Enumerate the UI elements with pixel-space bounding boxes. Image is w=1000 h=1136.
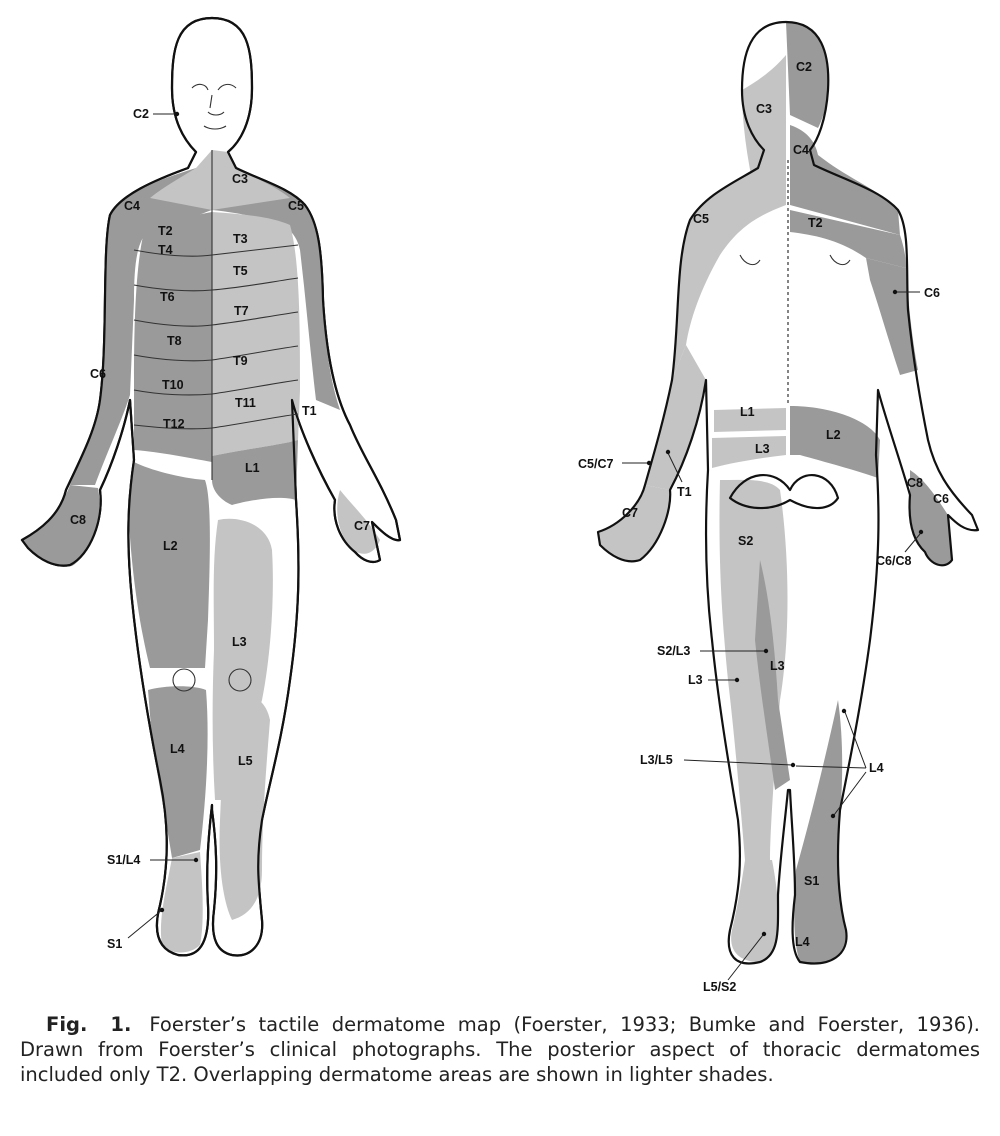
figure-label: Fig. 1.	[46, 1013, 132, 1036]
post-label-t2: T2	[808, 216, 823, 230]
post-label-c5c7: C5/C7	[578, 457, 614, 471]
post-dot-l5s2	[762, 932, 766, 936]
post-label-c7: C7	[622, 506, 638, 520]
post-dot-s2l3	[764, 649, 768, 653]
ant-label-t6: T6	[160, 290, 175, 304]
caption-text: Foerster’s tactile dermatome map (Foerster, 1933; Bumke and Foerster, 1936). Drawn from Foerster’s clinical photographs. The posterior aspect of thoracic dermatomes included only T2. Overlapping dermatome areas are shown in lighter shades.	[20, 1013, 980, 1086]
ant-label-c5: C5	[288, 199, 304, 213]
post-label-c2: C2	[796, 60, 812, 74]
post-label-s1: S1	[804, 874, 820, 888]
ant-dot-c2	[175, 112, 179, 116]
post-label-s2l3: S2/L3	[657, 644, 691, 658]
post-label-c4: C4	[793, 143, 809, 157]
post-label-c3: C3	[756, 102, 772, 116]
ant-dot-s1	[160, 908, 164, 912]
ant-label-c2: C2	[133, 107, 149, 121]
ant-label-l2: L2	[163, 539, 178, 553]
post-label-c6c8: C6/C8	[876, 554, 912, 568]
post-dot-l3	[735, 678, 739, 682]
anterior-face	[192, 84, 236, 129]
ant-label-t7: T7	[234, 304, 249, 318]
ant-dot-s1l4	[194, 858, 198, 862]
ant-label-t12: T12	[163, 417, 185, 431]
ant-label-t4: T4	[158, 243, 173, 257]
post-label-l3-strip: L3	[770, 659, 785, 673]
ant-label-l1: L1	[245, 461, 260, 475]
post-label-l4: L4	[869, 761, 884, 775]
ant-label-c4: C4	[124, 199, 140, 213]
posterior-body	[578, 22, 978, 994]
ant-label-s1l4: S1/L4	[107, 853, 141, 867]
ant-label-l3: L3	[232, 635, 247, 649]
figure-caption	[20, 1012, 980, 1087]
anterior-l4-region	[148, 686, 208, 858]
ant-label-t1: T1	[302, 404, 317, 418]
post-dot-t1	[666, 450, 670, 454]
ant-label-t11: T11	[235, 396, 256, 410]
post-label-l3l5: L3/L5	[640, 753, 673, 767]
post-label-c8: C8	[907, 476, 923, 490]
post-label-c5: C5	[693, 212, 709, 226]
post-label-c6-hand: C6	[933, 492, 949, 506]
ant-label-c3: C3	[232, 172, 248, 186]
post-dot-c6	[893, 290, 897, 294]
post-dot-l3l5	[791, 763, 795, 767]
ant-label-t8: T8	[167, 334, 182, 348]
ant-label-t3: T3	[233, 232, 248, 246]
ant-label-c6: C6	[90, 367, 106, 381]
posterior-c7-hand	[598, 485, 670, 561]
anterior-trunk-right	[212, 212, 300, 456]
post-label-t1: T1	[677, 485, 692, 499]
ant-label-c8: C8	[70, 513, 86, 527]
ant-label-t5: T5	[233, 264, 248, 278]
post-label-l3-left: L3	[688, 673, 703, 687]
post-label-l4-foot: L4	[795, 935, 810, 949]
post-label-c6: C6	[924, 286, 940, 300]
post-dot-c6c8	[919, 530, 923, 534]
post-dot-c5c7	[647, 461, 651, 465]
post-label-l5s2: L5/S2	[703, 980, 737, 994]
post-label-l3: L3	[755, 442, 770, 456]
anterior-l5-region	[220, 695, 271, 920]
post-dot-l4-a	[842, 709, 846, 713]
post-dot-l4-b	[831, 814, 835, 818]
ant-label-l4: L4	[170, 742, 185, 756]
post-label-l2: L2	[826, 428, 841, 442]
anterior-body	[22, 18, 400, 955]
ant-label-t9: T9	[233, 354, 248, 368]
posterior-c2-region	[786, 22, 828, 128]
post-label-l1: L1	[740, 405, 755, 419]
anterior-s1-region	[161, 852, 203, 953]
post-label-s2: S2	[738, 534, 754, 548]
ant-label-l5: L5	[238, 754, 253, 768]
ant-label-s1: S1	[107, 937, 123, 951]
ant-label-t10: T10	[162, 378, 184, 392]
ant-label-c7: C7	[354, 519, 370, 533]
anterior-l2-region	[128, 462, 210, 668]
ant-label-t2: T2	[158, 224, 173, 238]
